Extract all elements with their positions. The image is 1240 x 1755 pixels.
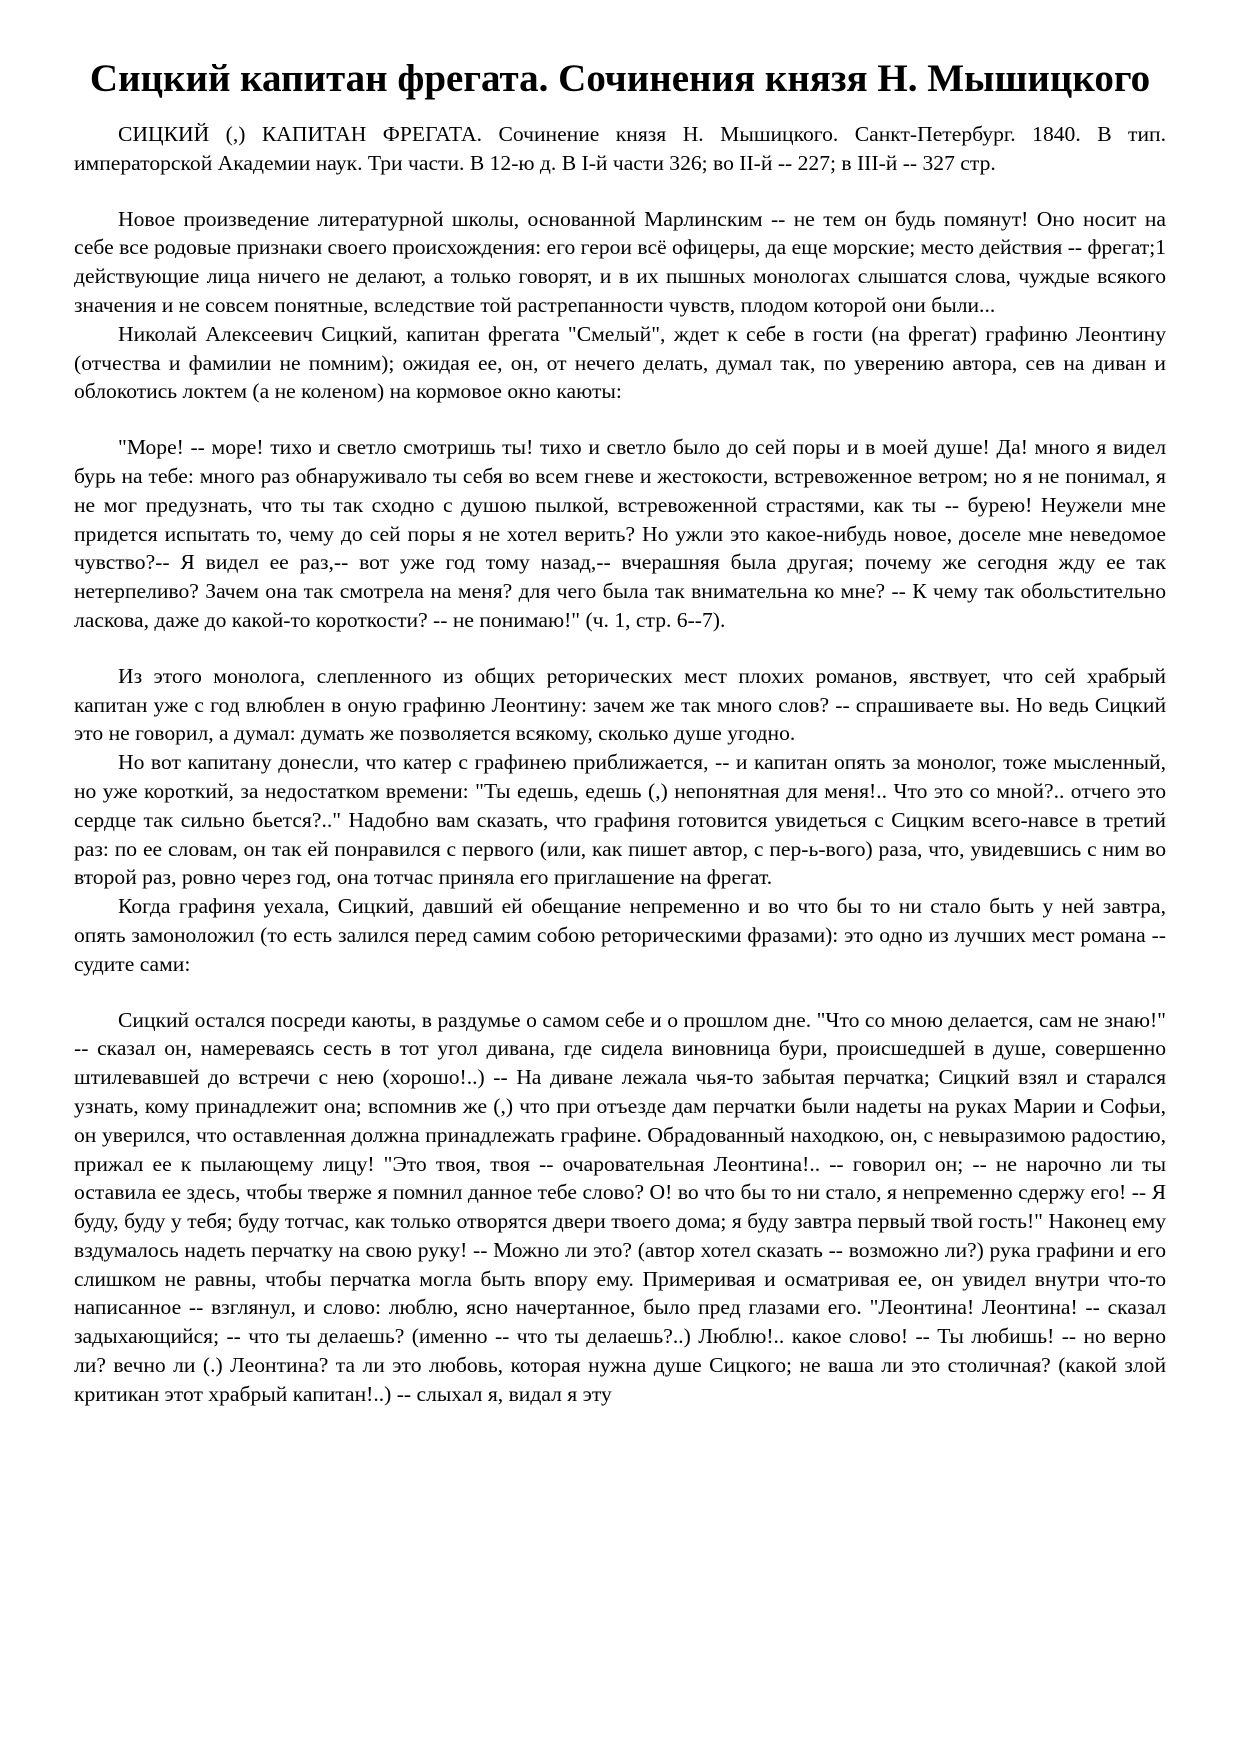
- quotation: Сицкий остался посреди каюты, в раздумье о самом себе и о прошлом дне. "Что со мною делается, сам не знаю!" -- сказал он, намереваясь сесть в тот угол дивана, где сидела виновница бури, происшедшей в душе, совершенно штилевавшей до встречи с нею (хорошо!..) -- На диване лежала чья-то забытая перчатка; Сицкий взял и старался узнать, кому принадлежит она; вспомнив же (,) что при отъезде дам перчатки были надеты на руках Марии и Софьи, он уверился, что оставленная должна принадлежать графине. Обрадованный находкою, он, с невыразимою радостию, прижал ее к пылающему лицу! "Это твоя, твоя -- очаровательная Леонтина!.. -- говорил он; -- не нарочно ли ты оставила ее здесь, чтобы тверже я помнил данное тебе слово? О! во что бы то ни стало, я непременно сдержу его! -- Я буду, буду у тебя; буду тотчас, как только отворятся двери твоего дома; я буду завтра первый твой гость!" Наконец ему вздумалось надеть перчатку на свою руку! -- Можно ли это? (автор хотел сказать -- возможно ли?) рука графини и его слишком не равны, чтобы перчатка могла быть впору ему. Примеривая и осматривая ее, он увидел внутри что-то написанное -- взглянул, и слово: люблю, ясно начертанное, было пред глазами его. "Леонтина! Леонтина! -- сказал задыхающийся; -- что ты делаешь? (именно -- что ты делаешь?..) Люблю!.. какое слово! -- Ты любишь! -- но верно ли? вечно ли (.) Леонтина? та ли это любовь, которая нужна душе Сицкого; не ваша ли это столичная? (какой злой критикан этот храбрый капитан!..) -- слыхал я, видал я эту: [74, 1007, 1166, 1406]
- paragraph: Из этого монолога, слепленного из общих реторических мест плохих романов, явствует, что сей храбрый капитан уже с год влюблен в оную графиню Леонтину: зачем же так много слов? -- спрашиваете вы. Но ведь Сицкий это не говорил, а думал: думать же позволяется всякому, сколько душе угодно.: [74, 663, 1166, 746]
- quotation: "Море! -- море! тихо и светло смотришь ты! тихо и светло было до сей поры и в моей душе! Да! много я видел бурь на тебе: много раз обнаруживало ты себя во всем гневе и жестокости, встревоженное ветром; но я не понимал, я не мог предузнать, что ты так сходно с душою пылкой, встревоженной страстями, как ты -- бурею! Неужели мне придется испытать то, чему до сей поры я не хотел верить? Но ужли это какое-нибудь новое, доселе мне неведомое чувство?-- Я видел ее раз,-- вот уже год тому назад,-- вчерашняя была другая; почему же сегодня жду ее так нетерпеливо? Зачем она так смотрела на меня? для чего была так внимательна ко мне? -- К чему так обольстительно ласкова, даже до какой-то короткости? -- не понимаю!" (ч. 1, стр. 6--7).: [74, 435, 1166, 632]
- bibliographic-note: СИЦКИЙ (,) КАПИТАН ФРЕГАТА. Сочинение князя Н. Мышицкого. Санкт-Петербург. 1840. В тип. императорской Академии наук. Три части. В 12-ю д. В I-й части 326; во II-й -- 227; в III-й -- 327 стр.: [74, 122, 1166, 175]
- document-title: Сицкий капитан фрегата. Сочинения князя Н. Мышицкого: [89, 57, 1151, 100]
- paragraph: Новое произведение литературной школы, основанной Марлинским -- не тем он будь помянут! Оно носит на себе все родовые признаки своего происхождения: его герои всё офицеры, да еще морские; место действия -- фрегат;1 действующие лица ничего не делают, а только говорят, и в их пышных монологах слышатся слова, чуждые всякого значения и не совсем понятные, вследствие той растрепанности чувств, плодом которой они были...: [74, 206, 1166, 317]
- paragraph: Николай Алексеевич Сицкий, капитан фрегата "Смелый", ждет к себе в гости (на фрегат) графиню Леонтину (отчества и фамилии не помним); ожидая ее, он, от нечего делать, думал так, по уверению автора, сев на диван и облокотись локтем (а не коленом) на кормовое окно каюты:: [74, 321, 1166, 404]
- paragraph: Но вот капитану донесли, что катер с графинею приближается, -- и капитан опять за монолог, тоже мысленный, но уже короткий, за недостатком времени: "Ты едешь, едешь (,) непонятная для меня!.. Что это со мной?.. отчего это сердце так сильно бьется?.." Надобно вам сказать, что графиня готовится увидеться с Сицким всего-навсе в третий раз: по ее словам, он так ей понравился с первого (или, как пишет автор, с пер-ь-вого) раза, что, увидевшись с ним во второй раз, ровно через год, она тотчас приняла его приглашение на фрегат.: [74, 750, 1166, 890]
- paragraph: Когда графиня уехала, Сицкий, давший ей обещание непременно и во что бы то ни стало быть у ней завтра, опять замоноложил (то есть залился перед самим собою реторическими фразами): это одно из лучших мест романа -- судите сами:: [74, 894, 1166, 976]
- document-page: [74, 54, 1166, 1409]
